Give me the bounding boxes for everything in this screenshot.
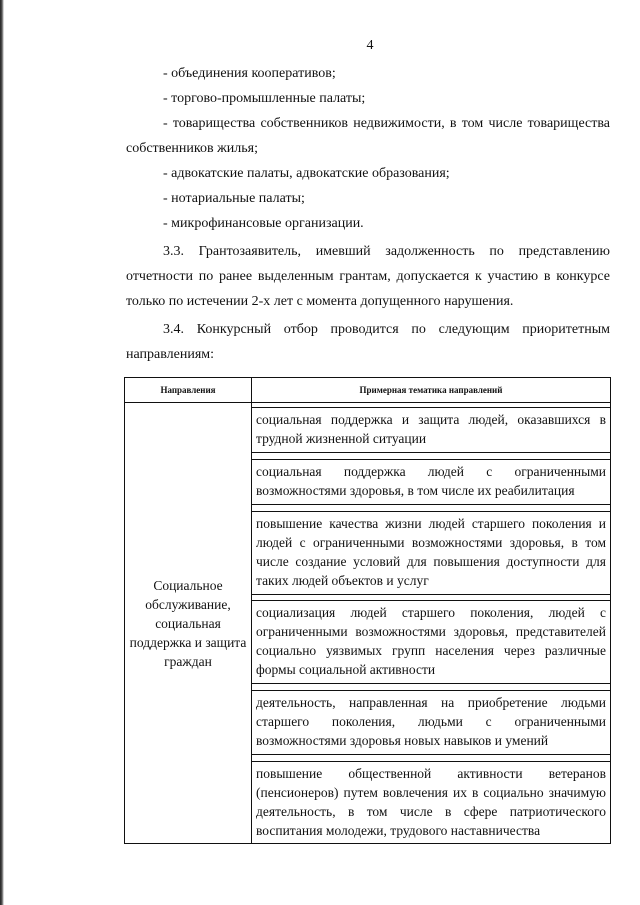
paragraph-3-4: 3.4. Конкурсный отбор проводится по следующим приоритетным направлениям: [126, 322, 610, 362]
paragraph-3-3: 3.3. Грантозаявитель, имевший задолженность по представлению отчетности по ранее выделенным грантам, допускается к участию в конкурсе только по истечении 2-х лет с момента допущенного нарушения. [126, 244, 610, 309]
directions-table [124, 377, 611, 844]
topic-item: социальная поддержка и защита людей, оказавшихся в трудной жизненной ситуации [252, 407, 610, 452]
list-item: - нотариальные палаты; [163, 191, 305, 206]
list-item: - адвокатские палаты, адвокатские образования; [163, 166, 450, 181]
topic-item: социальная поддержка людей с ограниченными возможностями здоровья, в том числе их реабилитация [252, 459, 610, 504]
page-number: 4 [366, 38, 374, 53]
topic-item: деятельность, направленная на приобретение людьми старшего поколения, людьми с ограниченными возможностями здоровья новых навыков и умений [252, 690, 610, 754]
body-text [126, 61, 610, 367]
list-item: - микрофинансовые организации. [163, 216, 364, 231]
header-topics: Примерная тематика направлений [252, 378, 611, 403]
topics-cell [252, 403, 611, 844]
topic-item: социализация людей старшего поколения, людей с ограниченными возможностями здоровья, представителей социально уязвимых групп населения через различные формы социальной активности [252, 600, 610, 683]
direction-cell: Социальное обслуживание, социальная поддержка и защита граждан [125, 403, 252, 844]
table-header-row [125, 378, 611, 403]
topic-item: повышение качества жизни людей старшего поколения и людей с ограниченными возможностями здоровья, в том числе создание условий для повышения доступности для таких людей объектов и услуг [252, 511, 610, 594]
list-item: - объединения кооперативов; [163, 66, 336, 81]
header-directions: Направления [125, 378, 252, 403]
list-item: - торгово-промышленные палаты; [163, 91, 366, 106]
list-item: - товарищества собственников недвижимости, в том числе товарищества собственников жилья; [126, 116, 610, 156]
topic-item: повышение общественной активности ветеранов (пенсионеров) путем вовлечения их в социально значимую деятельность, в том числе в сфере патриотического воспитания молодежи, трудового наставничества [252, 761, 610, 843]
table-row [125, 403, 611, 844]
